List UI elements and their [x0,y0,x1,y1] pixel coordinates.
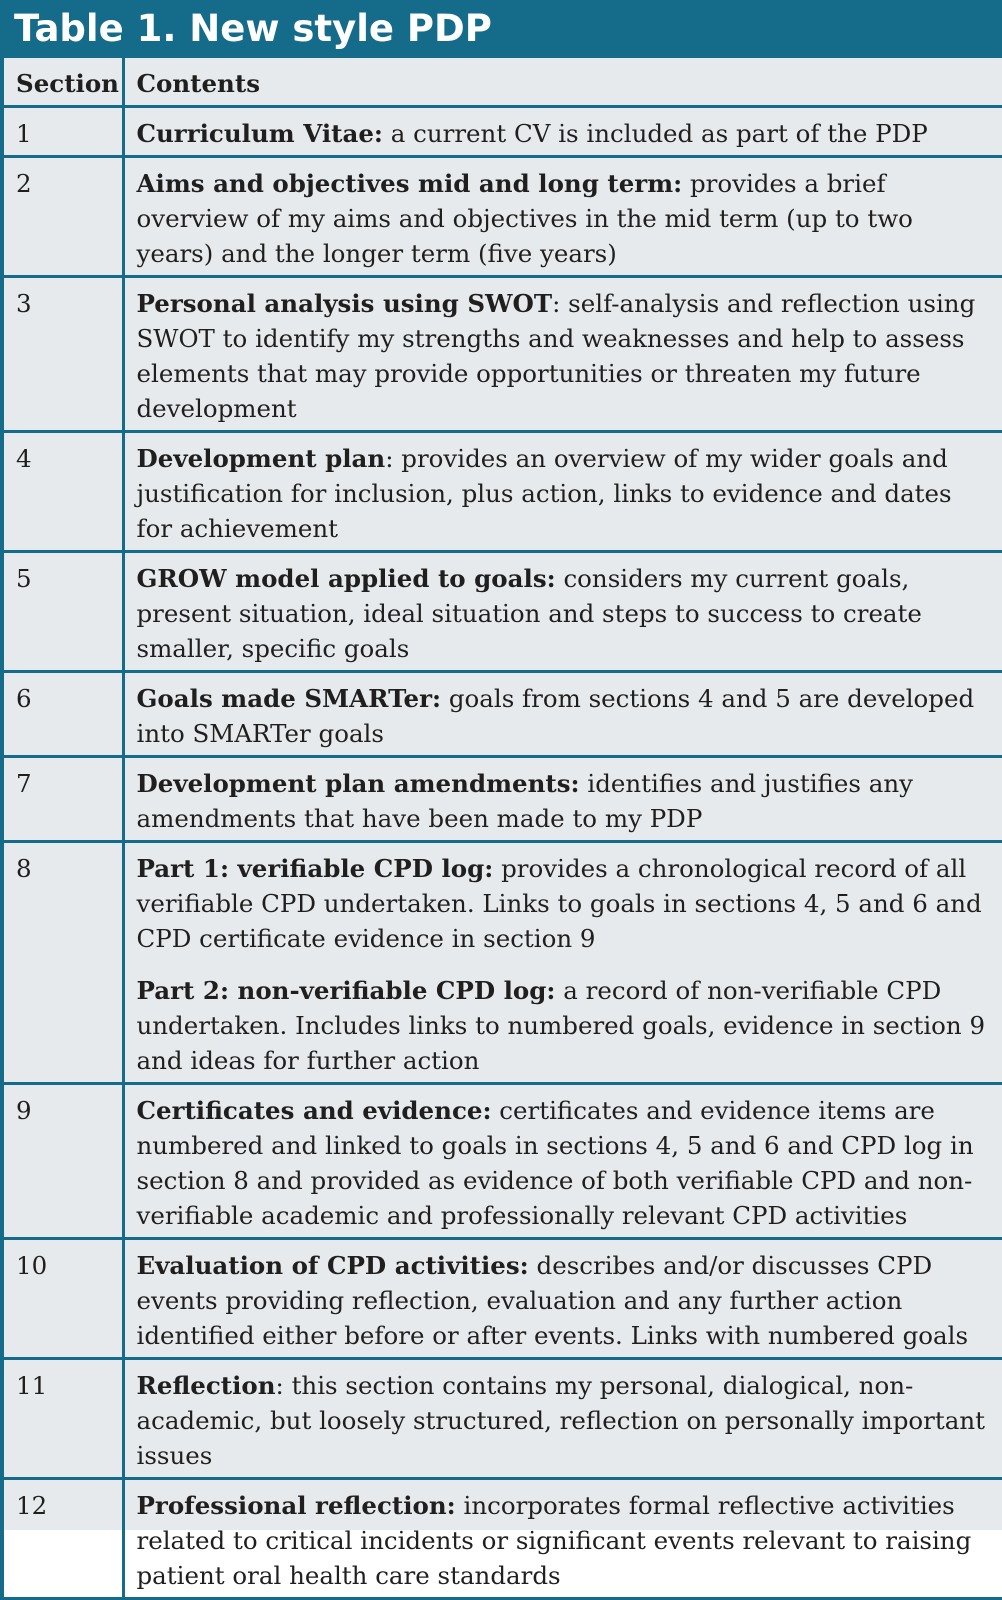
section-term: Part 1: verifiable CPD log: [136,854,494,883]
section-term: Development plan [136,444,386,473]
section-term: Evaluation of CPD activities: [136,1251,529,1280]
section-term: Personal analysis using SWOT [136,289,553,318]
section-term: Development plan amendments: [136,769,580,798]
section-description: incorporates formal reflective activities related to critical incidents or significant events relevant to raising patient oral health care standards [136,1491,972,1590]
contents-cell [123,1479,1002,1599]
table-row [2,1084,1002,1239]
contents-cell [123,157,1002,277]
section-description: a current CV is included as part of the PDP [382,119,928,148]
section-number-cell: 2 [2,157,123,277]
contents-paragraph [137,973,993,1078]
section-number-cell: 10 [2,1239,123,1359]
section-description: describes and/or discusses CPD events providing reflection, evaluation and any further action identified either before or after events. Links with numbered goals [136,1251,969,1350]
contents-cell [123,277,1002,432]
contents-cell [123,842,1002,1084]
contents-paragraph [137,561,993,666]
contents-paragraph [137,116,993,151]
section-number-cell: 1 [2,107,123,157]
section-description: considers my current goals, present situation, ideal situation and steps to success to create smaller, specific goals [136,564,922,663]
section-term: Certificates and evidence: [136,1096,492,1125]
section-number-cell: 3 [2,277,123,432]
table-body [2,107,1002,1599]
contents-cell [123,757,1002,842]
section-description: : provides an overview of my wider goals and justification for inclusion, plus action, links to evidence and dates for achievement [136,444,952,543]
section-term: Goals made SMARTer: [136,684,442,713]
section-description: provides a chronological record of all verifiable CPD undertaken. Links to goals in sections 4, 5 and 6 and CPD certificate evidence in section 9 [136,854,982,953]
section-description: a record of non-verifiable CPD undertaken. Includes links to numbered goals, evidence in section 9 and ideas for further action [136,976,986,1075]
section-description: : this section contains my personal, dialogical, non-academic, but loosely structured, reflection on personally important issues [136,1371,985,1470]
table-row [2,552,1002,672]
column-header-contents: Contents [123,58,1002,107]
section-term: Curriculum Vitae: [136,119,383,148]
pdp-table [0,58,1002,1600]
section-number-cell: 7 [2,757,123,842]
table-row [2,157,1002,277]
section-description: goals from sections 4 and 5 are developed into SMARTer goals [136,684,975,748]
section-term: Reflection [136,1371,276,1400]
table-row [2,1239,1002,1359]
section-number-cell: 8 [2,842,123,1084]
section-number-cell: 6 [2,672,123,757]
contents-cell [123,1239,1002,1359]
section-number-cell: 9 [2,1084,123,1239]
table-header-row [2,58,1002,107]
contents-paragraph [137,1368,993,1473]
table-row [2,842,1002,1084]
contents-paragraph [137,851,993,956]
section-term: Aims and objectives mid and long term: [136,169,683,198]
section-term: GROW model applied to goals: [136,564,556,593]
contents-cell [123,107,1002,157]
table-row [2,672,1002,757]
section-description: provides a brief overview of my aims and objectives in the mid term (up to two years) and the longer term (five years) [136,169,913,268]
contents-cell [123,672,1002,757]
section-term: Part 2: non-verifiable CPD log: [136,976,556,1005]
contents-paragraph [137,681,993,751]
table-title: Table 1. New style PDP [0,0,1002,58]
section-description: identifies and justifies any amendments that have been made to my PDP [136,769,913,833]
contents-paragraph [137,766,993,836]
table-row [2,1359,1002,1479]
section-description: : self-analysis and reflection using SWOT to identify my strengths and weaknesses and help to assess elements that may provide opportunities or threaten my future development [136,289,976,423]
table-row [2,757,1002,842]
contents-cell [123,552,1002,672]
section-number-cell: 12 [2,1479,123,1599]
contents-cell [123,1084,1002,1239]
table-row [2,277,1002,432]
contents-cell [123,1359,1002,1479]
contents-paragraph [137,441,993,546]
section-number-cell: 4 [2,432,123,552]
section-number-cell: 11 [2,1359,123,1479]
contents-paragraph [137,286,993,426]
contents-cell [123,432,1002,552]
table-row [2,432,1002,552]
table-row [2,1479,1002,1599]
column-header-section: Section [2,58,123,107]
contents-paragraph [137,1248,993,1353]
section-description: certificates and evidence items are numbered and linked to goals in sections 4, 5 and 6 and CPD log in section 8 and provided as evidence of both verifiable CPD and non-verifiable academic and professionally relevant CPD activities [136,1096,974,1230]
contents-paragraph [137,1488,993,1593]
table-row [2,107,1002,157]
contents-paragraph [137,1093,993,1233]
section-number-cell: 5 [2,552,123,672]
section-term: Professional reflection: [136,1491,456,1520]
contents-paragraph [137,166,993,271]
